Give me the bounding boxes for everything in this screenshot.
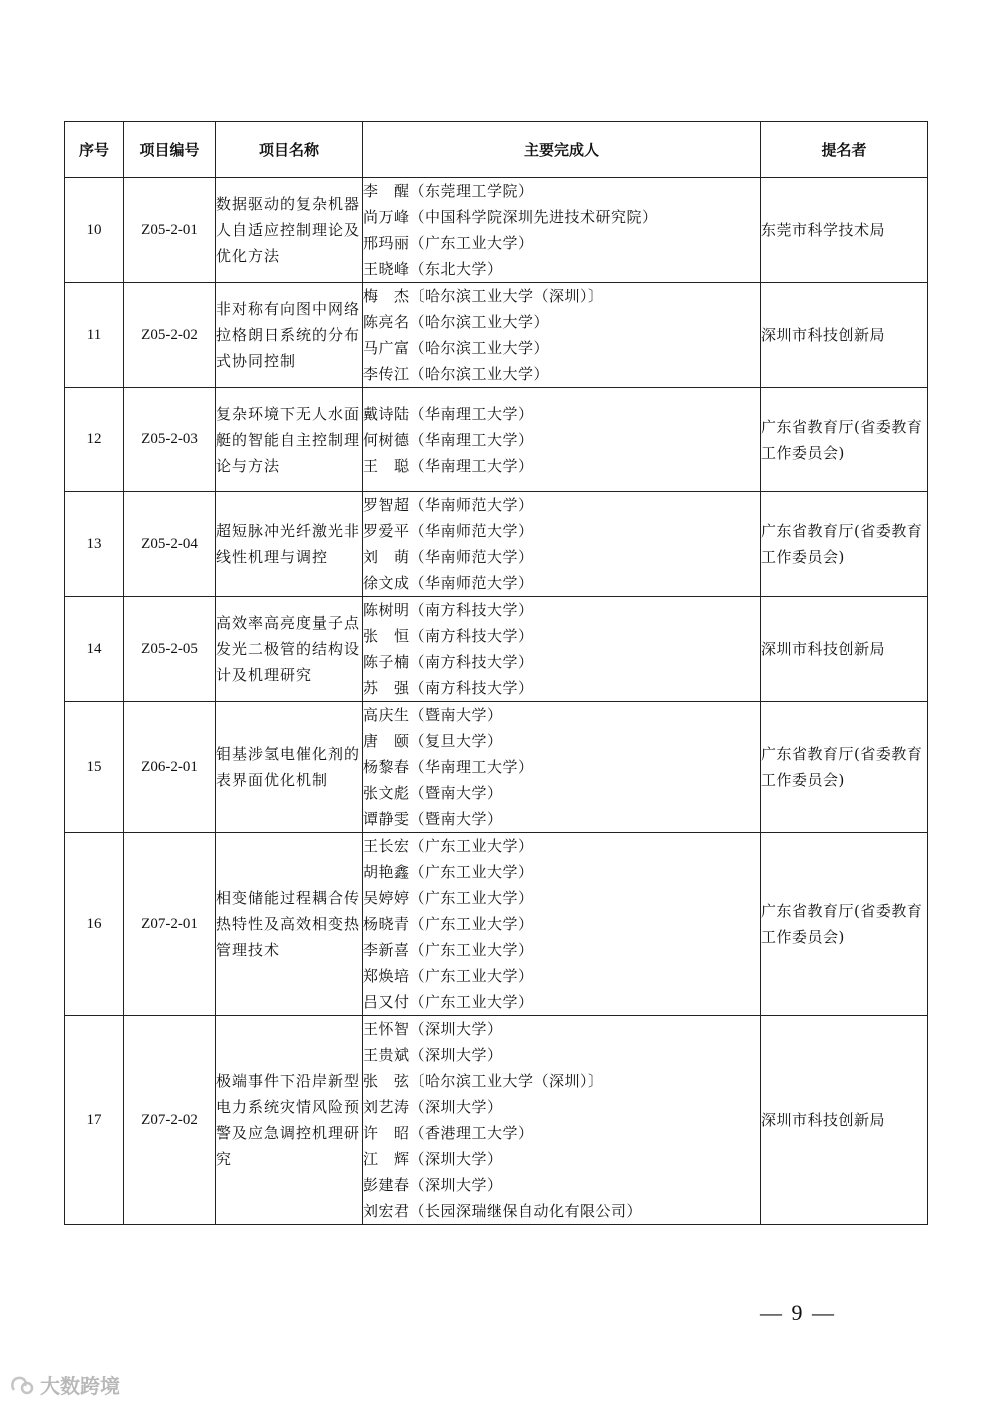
person: 马广富（哈尔滨工业大学）	[363, 339, 550, 357]
person: 王晓峰（东北大学）	[363, 260, 503, 278]
row-nominator: 广东省教育厅(省委教育工作委员会)	[761, 702, 928, 833]
person: 王 聪（华南理工大学）	[363, 456, 534, 475]
award-table	[64, 121, 928, 1225]
person: 李新喜（广东工业大学）	[363, 941, 534, 959]
page-number: — 9 —	[760, 1300, 836, 1325]
header-no: 序号	[65, 122, 124, 178]
person: 张文彪（暨南大学）	[363, 784, 503, 802]
row-nominator: 广东省教育厅(省委教育工作委员会)	[761, 492, 928, 597]
row-project-name: 钼基涉氢电催化剂的表界面优化机制	[216, 702, 363, 833]
row-nominator: 深圳市科技创新局	[761, 597, 928, 702]
header-nominator: 提名者	[761, 122, 928, 178]
header-name: 项目名称	[216, 122, 363, 178]
row-code: Z05-2-02	[124, 283, 216, 388]
row-project-name: 高效率高亮度量子点发光二极管的结构设计及机理研究	[216, 597, 363, 702]
row-code: Z07-2-01	[124, 833, 216, 1016]
row-people	[363, 492, 761, 597]
person: 高庆生（暨南大学）	[363, 706, 503, 724]
row-nominator: 东莞市科学技术局	[761, 178, 928, 283]
person: 何树德（华南理工大学）	[363, 430, 534, 449]
row-no: 17	[65, 1016, 124, 1225]
row-people	[363, 388, 761, 492]
row-code: Z05-2-04	[124, 492, 216, 597]
person: 张 恒（南方科技大学）	[363, 627, 534, 645]
row-project-name: 非对称有向图中网络拉格朗日系统的分布式协同控制	[216, 283, 363, 388]
table-row	[65, 283, 928, 388]
row-people	[363, 1016, 761, 1225]
person: 邢玛丽（广东工业大学）	[363, 234, 534, 252]
person: 谭静雯（暨南大学）	[363, 810, 503, 828]
row-code: Z05-2-03	[124, 388, 216, 492]
person: 江 辉（深圳大学）	[363, 1150, 503, 1168]
row-code: Z06-2-01	[124, 702, 216, 833]
header-row	[65, 122, 928, 178]
person: 吴婷婷（广东工业大学）	[363, 889, 534, 907]
table-row	[65, 388, 928, 492]
header-code: 项目编号	[124, 122, 216, 178]
row-project-name: 极端事件下沿岸新型电力系统灾情风险预警及应急调控机理研究	[216, 1016, 363, 1225]
person: 许 昭（香港理工大学）	[363, 1124, 534, 1142]
table-row	[65, 702, 928, 833]
person: 王贵斌（深圳大学）	[363, 1046, 503, 1064]
table-row	[65, 597, 928, 702]
person: 苏 强（南方科技大学）	[363, 679, 534, 697]
person: 陈树明（南方科技大学）	[363, 601, 534, 619]
person: 杨黎春（华南理工大学）	[363, 758, 534, 776]
person: 刘宏君（长园深瑞继保自动化有限公司）	[363, 1202, 643, 1220]
row-code: Z05-2-01	[124, 178, 216, 283]
watermark	[10, 1370, 120, 1399]
row-no: 13	[65, 492, 124, 597]
row-nominator: 深圳市科技创新局	[761, 283, 928, 388]
row-no: 11	[65, 283, 124, 388]
person: 胡艳鑫（广东工业大学）	[363, 863, 534, 881]
table-row	[65, 492, 928, 597]
person: 王长宏（广东工业大学）	[363, 837, 534, 855]
person: 王怀智（深圳大学）	[363, 1020, 503, 1038]
row-project-name: 超短脉冲光纤激光非线性机理与调控	[216, 492, 363, 597]
row-project-name: 相变储能过程耦合传热特性及高效相变热管理技术	[216, 833, 363, 1016]
row-nominator: 广东省教育厅(省委教育工作委员会)	[761, 388, 928, 492]
person: 彭建春（深圳大学）	[363, 1176, 503, 1194]
row-project-name: 复杂环境下无人水面艇的智能自主控制理论与方法	[216, 388, 363, 492]
row-nominator: 广东省教育厅(省委教育工作委员会)	[761, 833, 928, 1016]
watermark-text: 大数跨境	[40, 1374, 120, 1398]
person: 徐文成（华南师范大学）	[363, 574, 534, 592]
person: 刘艺涛（深圳大学）	[363, 1098, 503, 1116]
row-no: 10	[65, 178, 124, 283]
person: 杨晓青（广东工业大学）	[363, 915, 534, 933]
row-no: 14	[65, 597, 124, 702]
row-code: Z07-2-02	[124, 1016, 216, 1225]
row-people	[363, 283, 761, 388]
table-row	[65, 1016, 928, 1225]
row-people	[363, 833, 761, 1016]
person: 尚万峰（中国科学院深圳先进技术研究院）	[363, 208, 658, 226]
row-people	[363, 178, 761, 283]
person: 罗爱平（华南师范大学）	[363, 522, 534, 540]
row-code: Z05-2-05	[124, 597, 216, 702]
person: 罗智超（华南师范大学）	[363, 496, 534, 514]
person: 戴诗陆（华南理工大学）	[363, 404, 534, 423]
person: 张 弦〔哈尔滨工业大学（深圳）〕	[363, 1072, 604, 1090]
table-row	[65, 833, 928, 1016]
person: 唐 颐（复旦大学）	[363, 732, 503, 750]
row-people	[363, 702, 761, 833]
table-row	[65, 178, 928, 283]
person: 李传江（哈尔滨工业大学）	[363, 365, 550, 383]
person: 郑焕培（广东工业大学）	[363, 967, 534, 985]
person: 刘 萌（华南师范大学）	[363, 548, 534, 566]
person: 吕又付（广东工业大学）	[363, 993, 534, 1011]
row-project-name: 数据驱动的复杂机器人自适应控制理论及优化方法	[216, 178, 363, 283]
row-no: 16	[65, 833, 124, 1016]
header-people: 主要完成人	[363, 122, 761, 178]
row-people	[363, 597, 761, 702]
person: 陈亮名（哈尔滨工业大学）	[363, 313, 550, 331]
person: 李 醒（东莞理工学院）	[363, 182, 534, 200]
person: 梅 杰〔哈尔滨工业大学（深圳）〕	[363, 287, 604, 305]
row-no: 15	[65, 702, 124, 833]
row-no: 12	[65, 388, 124, 492]
row-nominator: 深圳市科技创新局	[761, 1016, 928, 1225]
watermark-logo-icon	[10, 1374, 36, 1396]
person: 陈子楠（南方科技大学）	[363, 653, 534, 671]
